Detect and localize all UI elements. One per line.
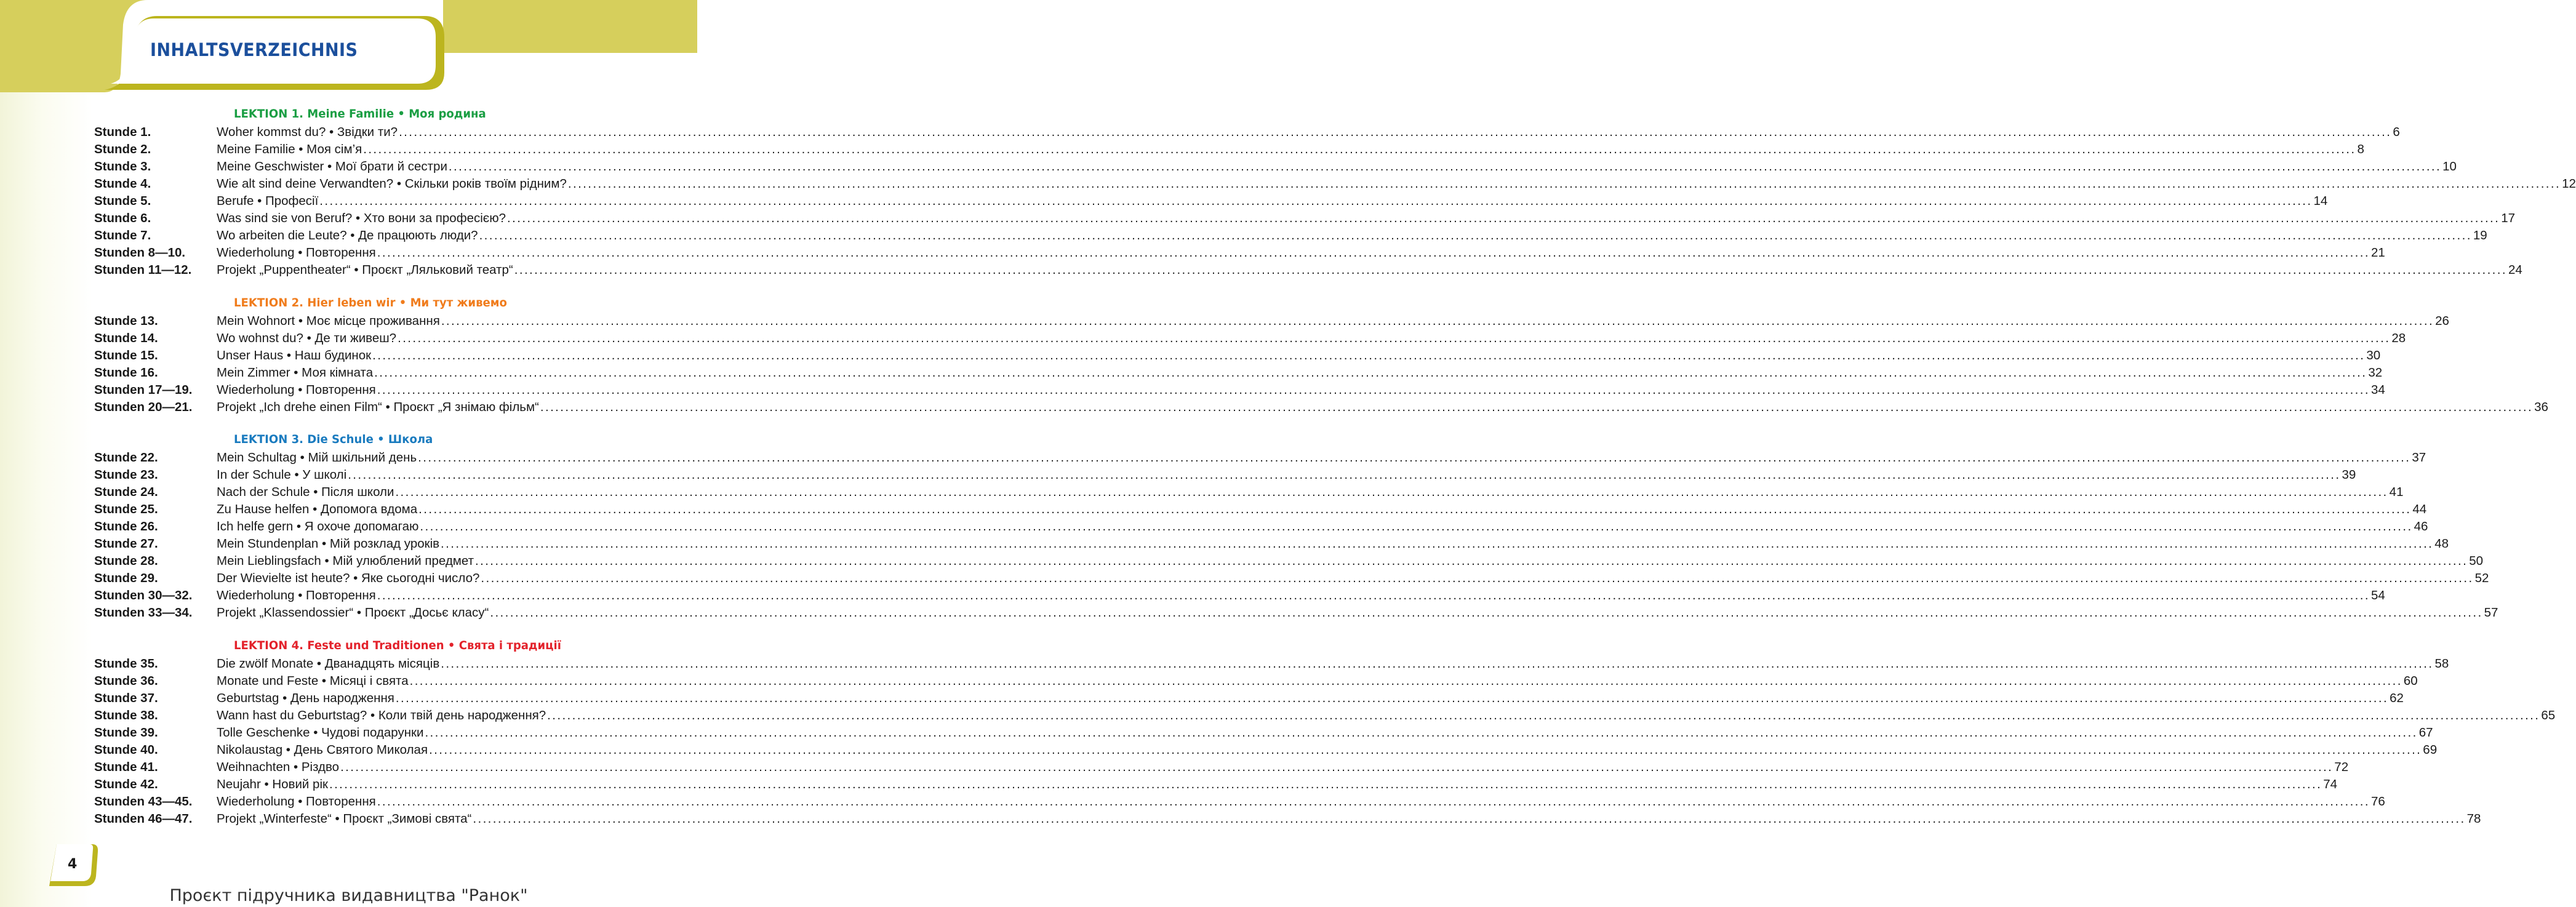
toc-row[interactable] xyxy=(94,673,2418,690)
entry-title: Wo wohnst du? • Де ти живеш? xyxy=(217,331,397,345)
page-title: INHALTSVERZEICHNIS xyxy=(150,39,358,60)
dot-leader: ................................................................................................................................................................................................................................................................................................................................................................................................................ xyxy=(409,674,2402,688)
toc-row[interactable] xyxy=(94,604,2498,621)
entry-title: Mein Lieblingsfach • Мій улюблений предмет xyxy=(217,554,474,568)
entry-title: Geburtstag • День народження xyxy=(217,691,394,705)
stunde-label: Stunde 35. xyxy=(94,657,158,671)
toc-row[interactable] xyxy=(94,330,2406,347)
stunde-label: Stunde 22. xyxy=(94,450,158,465)
dot-leader: ................................................................................................................................................................................................................................................................................................................................................................................................................ xyxy=(395,485,2388,499)
entry-page-number: 54 xyxy=(2370,588,2385,602)
toc-entry xyxy=(217,330,2406,347)
entry-title: Wie alt sind deine Verwandten? • Скільки років твоїм рідним? xyxy=(217,177,567,191)
stunde-label: Stunde 36. xyxy=(94,674,158,688)
stunde-label: Stunde 38. xyxy=(94,708,158,722)
stunde-label: Stunden 20—21. xyxy=(94,400,193,414)
toc-entry xyxy=(217,759,2349,776)
toc-row[interactable] xyxy=(94,227,2487,244)
dot-leader: ................................................................................................................................................................................................................................................................................................................................................................................................................ xyxy=(475,554,2468,568)
stunde-label: Stunde 1. xyxy=(94,125,151,139)
entry-page-number: 52 xyxy=(2474,571,2489,585)
stunde-label: Stunde 2. xyxy=(94,142,151,156)
toc-row[interactable] xyxy=(94,141,2364,158)
toc-entry xyxy=(217,793,2385,810)
toc-row[interactable] xyxy=(94,175,2576,193)
dot-leader: ................................................................................................................................................................................................................................................................................................................................................................................................................ xyxy=(340,760,2334,774)
toc-entry xyxy=(217,655,2449,673)
toc-entry xyxy=(217,210,2516,227)
toc-row[interactable] xyxy=(94,193,2328,210)
stunde-label: Stunde 24. xyxy=(94,485,158,499)
dot-leader: ................................................................................................................................................................................................................................................................................................................................................................................................................ xyxy=(319,194,2313,208)
dot-leader: ................................................................................................................................................................................................................................................................................................................................................................................................................ xyxy=(441,537,2434,551)
dot-leader: ................................................................................................................................................................................................................................................................................................................................................................................................................ xyxy=(418,502,2412,516)
dot-leader: ................................................................................................................................................................................................................................................................................................................................................................................................................ xyxy=(490,605,2483,620)
stunde-label: Stunde 29. xyxy=(94,571,158,585)
entry-title: Wann hast du Geburtstag? • Коли твій день народження? xyxy=(217,708,546,722)
toc-row[interactable] xyxy=(94,553,2484,570)
stunde-label: Stunde 26. xyxy=(94,519,158,533)
entry-page-number: 6 xyxy=(2393,125,2400,139)
entry-page-number: 48 xyxy=(2434,537,2449,551)
stunde-label: Stunde 7. xyxy=(94,228,151,242)
stunde-label: Stunde 42. xyxy=(94,777,158,791)
entry-title: Neujahr • Новий рік xyxy=(217,777,328,791)
toc-row[interactable] xyxy=(94,347,2381,364)
toc-row[interactable] xyxy=(94,124,2400,141)
entry-title: Wiederholung • Повторення xyxy=(217,246,376,260)
toc-row[interactable] xyxy=(94,244,2385,262)
toc-entry xyxy=(217,741,2438,759)
entry-page-number: 37 xyxy=(2412,450,2426,465)
toc-entry xyxy=(217,244,2385,262)
stunde-label: Stunde 15. xyxy=(94,348,158,362)
toc-entry xyxy=(217,673,2418,690)
toc-row[interactable] xyxy=(94,724,2433,741)
entry-page-number: 72 xyxy=(2334,760,2349,774)
toc-entry xyxy=(217,466,2356,484)
toc-row[interactable] xyxy=(94,587,2385,604)
toc-entry xyxy=(217,553,2484,570)
entry-title: Nach der Schule • Після школи xyxy=(217,485,394,499)
entry-page-number: 60 xyxy=(2403,674,2418,688)
entry-page-number: 50 xyxy=(2469,554,2484,568)
dot-leader: ................................................................................................................................................................................................................................................................................................................................................................................................................ xyxy=(399,125,2392,139)
toc-row[interactable] xyxy=(94,741,2438,759)
lektion-heading: LEKTION 4. Feste und Traditionen • Свята і традиції xyxy=(234,639,561,652)
toc-entry xyxy=(217,604,2498,621)
dot-leader: ................................................................................................................................................................................................................................................................................................................................................................................................................ xyxy=(377,794,2370,809)
entry-title: Wiederholung • Повторення xyxy=(217,794,376,809)
stunde-label: Stunde 28. xyxy=(94,554,158,568)
lektion-heading: LEKTION 2. Hier leben wir • Ми тут живемо xyxy=(234,296,507,310)
toc-entry xyxy=(217,193,2328,210)
entry-title: Weihnachten • Різдво xyxy=(217,760,340,774)
entry-page-number: 12 xyxy=(2562,177,2576,191)
toc-row[interactable] xyxy=(94,570,2489,587)
toc-row[interactable] xyxy=(94,484,2404,501)
lektion-heading: LEKTION 1. Meine Familie • Моя родина xyxy=(234,107,486,121)
toc-entry xyxy=(217,724,2433,741)
toc-entry xyxy=(217,175,2576,193)
dot-leader: ................................................................................................................................................................................................................................................................................................................................................................................................................ xyxy=(481,571,2474,585)
toc-entry xyxy=(217,810,2481,828)
entry-page-number: 41 xyxy=(2389,485,2404,499)
stunde-label: Stunde 4. xyxy=(94,177,151,191)
toc-entry xyxy=(217,382,2385,399)
toc-entry xyxy=(217,518,2428,535)
entry-page-number: 24 xyxy=(2508,263,2522,277)
dot-leader: ................................................................................................................................................................................................................................................................................................................................................................................................................ xyxy=(441,314,2434,328)
entry-page-number: 36 xyxy=(2534,400,2548,414)
entry-page-number: 32 xyxy=(2368,366,2383,380)
entry-title: Berufe • Професії xyxy=(217,194,319,208)
entry-page-number: 58 xyxy=(2434,657,2449,671)
toc-entry xyxy=(217,587,2385,604)
footer-text: Проєкт підручника видавництва "Ранок" xyxy=(169,886,528,905)
entry-title: Zu Hause helfen • Допомога вдома xyxy=(217,502,418,516)
stunde-label: Stunde 27. xyxy=(94,537,158,551)
entry-title: Ich helfe gern • Я охоче допомагаю xyxy=(217,519,419,533)
dot-leader: ................................................................................................................................................................................................................................................................................................................................................................................................................ xyxy=(479,228,2472,242)
entry-title: Wo arbeiten die Leute? • Де працюють люди? xyxy=(217,228,478,242)
toc-row[interactable] xyxy=(94,364,2383,382)
toc-entry xyxy=(217,501,2427,518)
toc-entry xyxy=(217,570,2489,587)
entry-title: Der Wievielte ist heute? • Яке сьогодні число? xyxy=(217,571,480,585)
toc-row[interactable] xyxy=(94,518,2428,535)
entry-title: Nikolaustag • День Святого Миколая xyxy=(217,743,428,757)
stunde-label: Stunde 5. xyxy=(94,194,151,208)
entry-title: Projekt „Winterfeste“ • Проєкт „Зимові свята“ xyxy=(217,812,472,826)
entry-page-number: 78 xyxy=(2466,812,2481,826)
entry-title: Mein Zimmer • Моя кімната xyxy=(217,366,374,380)
toc-entry xyxy=(217,707,2556,724)
entry-page-number: 14 xyxy=(2313,194,2328,208)
toc-entry xyxy=(217,449,2426,466)
page-number: 4 xyxy=(68,857,78,872)
toc-row[interactable] xyxy=(94,776,2338,793)
entry-page-number: 28 xyxy=(2391,331,2406,345)
dot-leader: ................................................................................................................................................................................................................................................................................................................................................................................................................ xyxy=(473,812,2466,826)
stunde-label: Stunden 43—45. xyxy=(94,794,193,809)
dot-leader: ................................................................................................................................................................................................................................................................................................................................................................................................................ xyxy=(514,263,2507,277)
toc-row[interactable] xyxy=(94,262,2522,279)
dot-leader: ................................................................................................................................................................................................................................................................................................................................................................................................................ xyxy=(540,400,2534,414)
dot-leader: ................................................................................................................................................................................................................................................................................................................................................................................................................ xyxy=(363,142,2356,156)
dot-leader: ................................................................................................................................................................................................................................................................................................................................................................................................................ xyxy=(329,777,2322,791)
entry-title: Wiederholung • Повторення xyxy=(217,588,376,602)
toc-row[interactable] xyxy=(94,810,2481,828)
stunde-label: Stunde 25. xyxy=(94,502,158,516)
toc-entry xyxy=(217,158,2457,175)
dot-leader: ................................................................................................................................................................................................................................................................................................................................................................................................................ xyxy=(448,159,2442,174)
entry-page-number: 26 xyxy=(2435,314,2449,328)
dot-leader: ................................................................................................................................................................................................................................................................................................................................................................................................................ xyxy=(377,246,2370,260)
toc-row[interactable] xyxy=(94,707,2556,724)
entry-title: Wiederholung • Повторення xyxy=(217,383,376,397)
dot-leader: ................................................................................................................................................................................................................................................................................................................................................................................................................ xyxy=(395,691,2389,705)
stunde-label: Stunde 41. xyxy=(94,760,158,774)
toc-entry xyxy=(217,535,2449,553)
stunde-label: Stunde 6. xyxy=(94,211,151,225)
entry-title: Was sind sie von Beruf? • Хто вони за професією? xyxy=(217,211,506,225)
entry-page-number: 30 xyxy=(2366,348,2381,362)
entry-page-number: 34 xyxy=(2370,383,2385,397)
entry-title: Mein Stundenplan • Мій розклад уроків xyxy=(217,537,440,551)
entry-page-number: 74 xyxy=(2323,777,2338,791)
dot-leader: ................................................................................................................................................................................................................................................................................................................................................................................................................ xyxy=(567,177,2561,191)
stunde-label: Stunde 13. xyxy=(94,314,158,328)
stunde-label: Stunde 40. xyxy=(94,743,158,757)
entry-title: Projekt „Puppentheater“ • Проєкт „Ляльковий театр“ xyxy=(217,263,513,277)
toc-row[interactable] xyxy=(94,158,2457,175)
stunde-label: Stunde 39. xyxy=(94,725,158,740)
toc-row[interactable] xyxy=(94,449,2426,466)
entry-page-number: 44 xyxy=(2412,502,2427,516)
entry-title: Mein Schultag • Мій шкільний день xyxy=(217,450,417,465)
dot-leader: ................................................................................................................................................................................................................................................................................................................................................................................................................ xyxy=(398,331,2391,345)
entry-page-number: 69 xyxy=(2423,743,2438,757)
toc-row[interactable] xyxy=(94,535,2449,553)
dot-leader: ................................................................................................................................................................................................................................................................................................................................................................................................................ xyxy=(377,383,2370,397)
entry-title: Unser Haus • Наш будинок xyxy=(217,348,372,362)
entry-title: Projekt „Klassendossier“ • Проєкт „Досьє класу“ xyxy=(217,605,489,620)
entry-title: Tolle Geschenke • Чудові подарунки xyxy=(217,725,424,740)
entry-page-number: 8 xyxy=(2357,142,2364,156)
dot-leader: ................................................................................................................................................................................................................................................................................................................................................................................................................ xyxy=(372,348,2366,362)
stunde-label: Stunden 30—32. xyxy=(94,588,193,602)
dot-leader: ................................................................................................................................................................................................................................................................................................................................................................................................................ xyxy=(547,708,2540,722)
entry-title: Projekt „Ich drehe einen Film“ • Проєкт „Я знімаю фільм“ xyxy=(217,400,539,414)
entry-title: Mein Wohnort • Моє місце проживання xyxy=(217,314,440,328)
dot-leader: ................................................................................................................................................................................................................................................................................................................................................................................................................ xyxy=(374,366,2367,380)
dot-leader: ................................................................................................................................................................................................................................................................................................................................................................................................................ xyxy=(418,450,2411,465)
entry-page-number: 76 xyxy=(2370,794,2385,809)
toc-entry xyxy=(217,124,2400,141)
toc-row[interactable] xyxy=(94,690,2404,707)
toc-row[interactable] xyxy=(94,501,2427,518)
entry-page-number: 46 xyxy=(2414,519,2428,533)
dot-leader: ................................................................................................................................................................................................................................................................................................................................................................................................................ xyxy=(441,657,2434,671)
toc-entry xyxy=(217,690,2404,707)
entry-page-number: 17 xyxy=(2501,211,2516,225)
lektion-heading: LEKTION 3. Die Schule • Школа xyxy=(234,433,433,446)
toc-entry xyxy=(217,364,2383,382)
entry-title: Meine Familie • Моя сім’я xyxy=(217,142,362,156)
dot-leader: ................................................................................................................................................................................................................................................................................................................................................................................................................ xyxy=(507,211,2500,225)
entry-page-number: 19 xyxy=(2473,228,2487,242)
stunde-label: Stunde 14. xyxy=(94,331,158,345)
entry-title: Woher kommst du? • Звідки ти? xyxy=(217,125,398,139)
stunde-label: Stunde 3. xyxy=(94,159,151,174)
dot-leader: ................................................................................................................................................................................................................................................................................................................................................................................................................ xyxy=(348,468,2341,482)
stunde-label: Stunden 33—34. xyxy=(94,605,193,620)
toc-row[interactable] xyxy=(94,313,2449,330)
toc-entry xyxy=(217,141,2364,158)
toc-entry xyxy=(217,399,2548,416)
dot-leader: ................................................................................................................................................................................................................................................................................................................................................................................................................ xyxy=(420,519,2413,533)
toc-entry xyxy=(217,227,2487,244)
entry-page-number: 10 xyxy=(2442,159,2457,174)
toc-row[interactable] xyxy=(94,382,2385,399)
entry-title: Meine Geschwister • Мої брати й сестри xyxy=(217,159,447,174)
toc-row[interactable] xyxy=(94,793,2385,810)
stunde-label: Stunden 11—12. xyxy=(94,263,192,277)
dot-leader: ................................................................................................................................................................................................................................................................................................................................................................................................................ xyxy=(429,743,2422,757)
entry-page-number: 57 xyxy=(2484,605,2498,620)
toc-row[interactable] xyxy=(94,759,2349,776)
toc-entry xyxy=(217,347,2381,364)
toc-row[interactable] xyxy=(94,655,2449,673)
entry-page-number: 21 xyxy=(2370,246,2385,260)
stunde-label: Stunden 17—19. xyxy=(94,383,193,397)
entry-title: Monate und Feste • Місяці і свята xyxy=(217,674,409,688)
entry-title: In der Schule • У школі xyxy=(217,468,347,482)
dot-leader: ................................................................................................................................................................................................................................................................................................................................................................................................................ xyxy=(377,588,2370,602)
entry-page-number: 39 xyxy=(2342,468,2356,482)
entry-title: Die zwölf Monate • Дванадцять місяців xyxy=(217,657,440,671)
stunde-label: Stunde 23. xyxy=(94,468,158,482)
toc-row[interactable] xyxy=(94,466,2356,484)
entry-page-number: 65 xyxy=(2541,708,2556,722)
entry-page-number: 62 xyxy=(2390,691,2404,705)
stunde-label: Stunden 8—10. xyxy=(94,246,186,260)
dot-leader: ................................................................................................................................................................................................................................................................................................................................................................................................................ xyxy=(425,725,2418,740)
toc-row[interactable] xyxy=(94,399,2548,416)
toc-entry xyxy=(217,313,2449,330)
toc-entry xyxy=(217,776,2338,793)
stunde-label: Stunde 16. xyxy=(94,366,158,380)
toc-entry xyxy=(217,484,2404,501)
stunde-label: Stunde 37. xyxy=(94,691,158,705)
entry-page-number: 67 xyxy=(2418,725,2433,740)
toc-row[interactable] xyxy=(94,210,2516,227)
stunde-label: Stunden 46—47. xyxy=(94,812,193,826)
toc-entry xyxy=(217,262,2522,279)
